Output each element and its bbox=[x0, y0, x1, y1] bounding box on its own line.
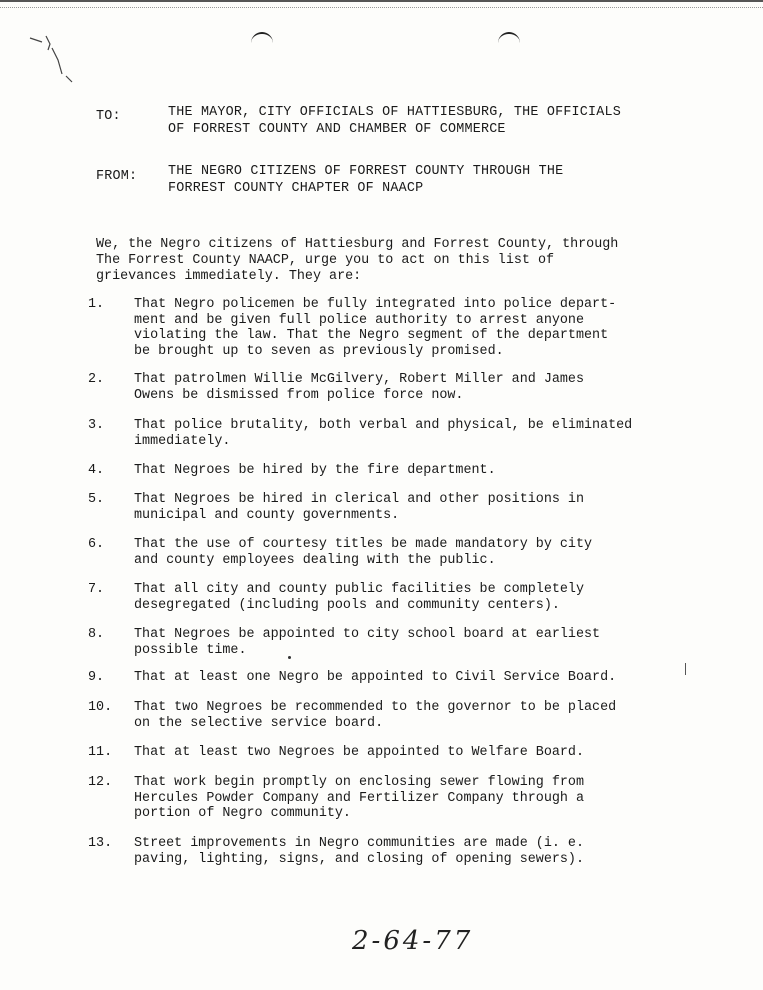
to-recipients: THE MAYOR, CITY OFFICIALS OF HATTIESBURG, THE OFFICIALS OF FORREST COUNTY AND CHAMBER OF COMMERCE bbox=[168, 105, 621, 137]
list-item-number: 5. bbox=[88, 492, 105, 507]
list-item-number: 4. bbox=[88, 463, 105, 478]
handwritten-document-number: 2-64-77 bbox=[352, 926, 474, 956]
list-item-number: 3. bbox=[88, 418, 105, 433]
to-label: TO: bbox=[96, 109, 121, 124]
list-item-text: That at least one Negro be appointed to Civil Service Board. bbox=[134, 670, 617, 685]
list-item-number: 8. bbox=[88, 627, 105, 642]
list-item-number: 1. bbox=[88, 297, 105, 312]
list-item-text: That all city and county public facilities be completely desegregated (including pools and community centers). bbox=[134, 582, 584, 613]
intro-paragraph: We, the Negro citizens of Hattiesburg and Forrest County, through The Forrest County NAACP, urge you to act on this list of grievances immediately. They are: bbox=[96, 237, 619, 284]
list-item-number: 12. bbox=[88, 775, 113, 790]
list-item-number: 2. bbox=[88, 372, 105, 387]
list-item-text: That Negroes be appointed to city school board at earliest possible time. bbox=[134, 627, 601, 658]
list-item-text: That two Negroes be recommended to the governor to be placed on the selective service board. bbox=[134, 700, 617, 731]
list-item-number: 13. bbox=[88, 836, 113, 851]
ink-speck bbox=[288, 656, 291, 659]
list-item-text: That Negroes be hired by the fire department. bbox=[134, 463, 496, 478]
list-item-number: 7. bbox=[88, 582, 105, 597]
punch-hole-mark-right bbox=[498, 32, 520, 48]
list-item-text: That work begin promptly on enclosing sewer flowing from Hercules Powder Company and Fertilizer Company through a portion of Negro community. bbox=[134, 775, 584, 821]
list-item-number: 11. bbox=[88, 745, 113, 760]
margin-mark bbox=[28, 30, 78, 90]
margin-tick bbox=[685, 663, 686, 675]
from-sender: THE NEGRO CITIZENS OF FORREST COUNTY THROUGH THE FORREST COUNTY CHAPTER OF NAACP bbox=[168, 164, 564, 196]
list-item-text: That the use of courtesy titles be made mandatory by city and county employees dealing with the public. bbox=[134, 537, 593, 568]
list-item-text: That Negro policemen be fully integrated into police depart- ment and be given full police authority to arrest anyone violating the law. That the Negro segment of the department be brought up to seven as previously promised. bbox=[134, 297, 617, 359]
list-item-number: 9. bbox=[88, 670, 105, 685]
list-item-number: 10. bbox=[88, 700, 113, 715]
list-item-text: That police brutality, both verbal and physical, be eliminated immediately. bbox=[134, 418, 633, 449]
from-label: FROM: bbox=[96, 169, 138, 184]
punch-hole-mark-left bbox=[251, 32, 273, 48]
list-item-text: That at least two Negroes be appointed to Welfare Board. bbox=[134, 745, 584, 760]
list-item-text: That patrolmen Willie McGilvery, Robert Miller and James Owens be dismissed from police force now. bbox=[134, 372, 584, 403]
list-item-text: That Negroes be hired in clerical and other positions in municipal and county governments. bbox=[134, 492, 584, 523]
list-item-text: Street improvements in Negro communities are made (i. e. paving, lighting, signs, and closing of opening sewers). bbox=[134, 836, 584, 867]
page-top-edge bbox=[0, 0, 763, 8]
list-item-number: 6. bbox=[88, 537, 105, 552]
